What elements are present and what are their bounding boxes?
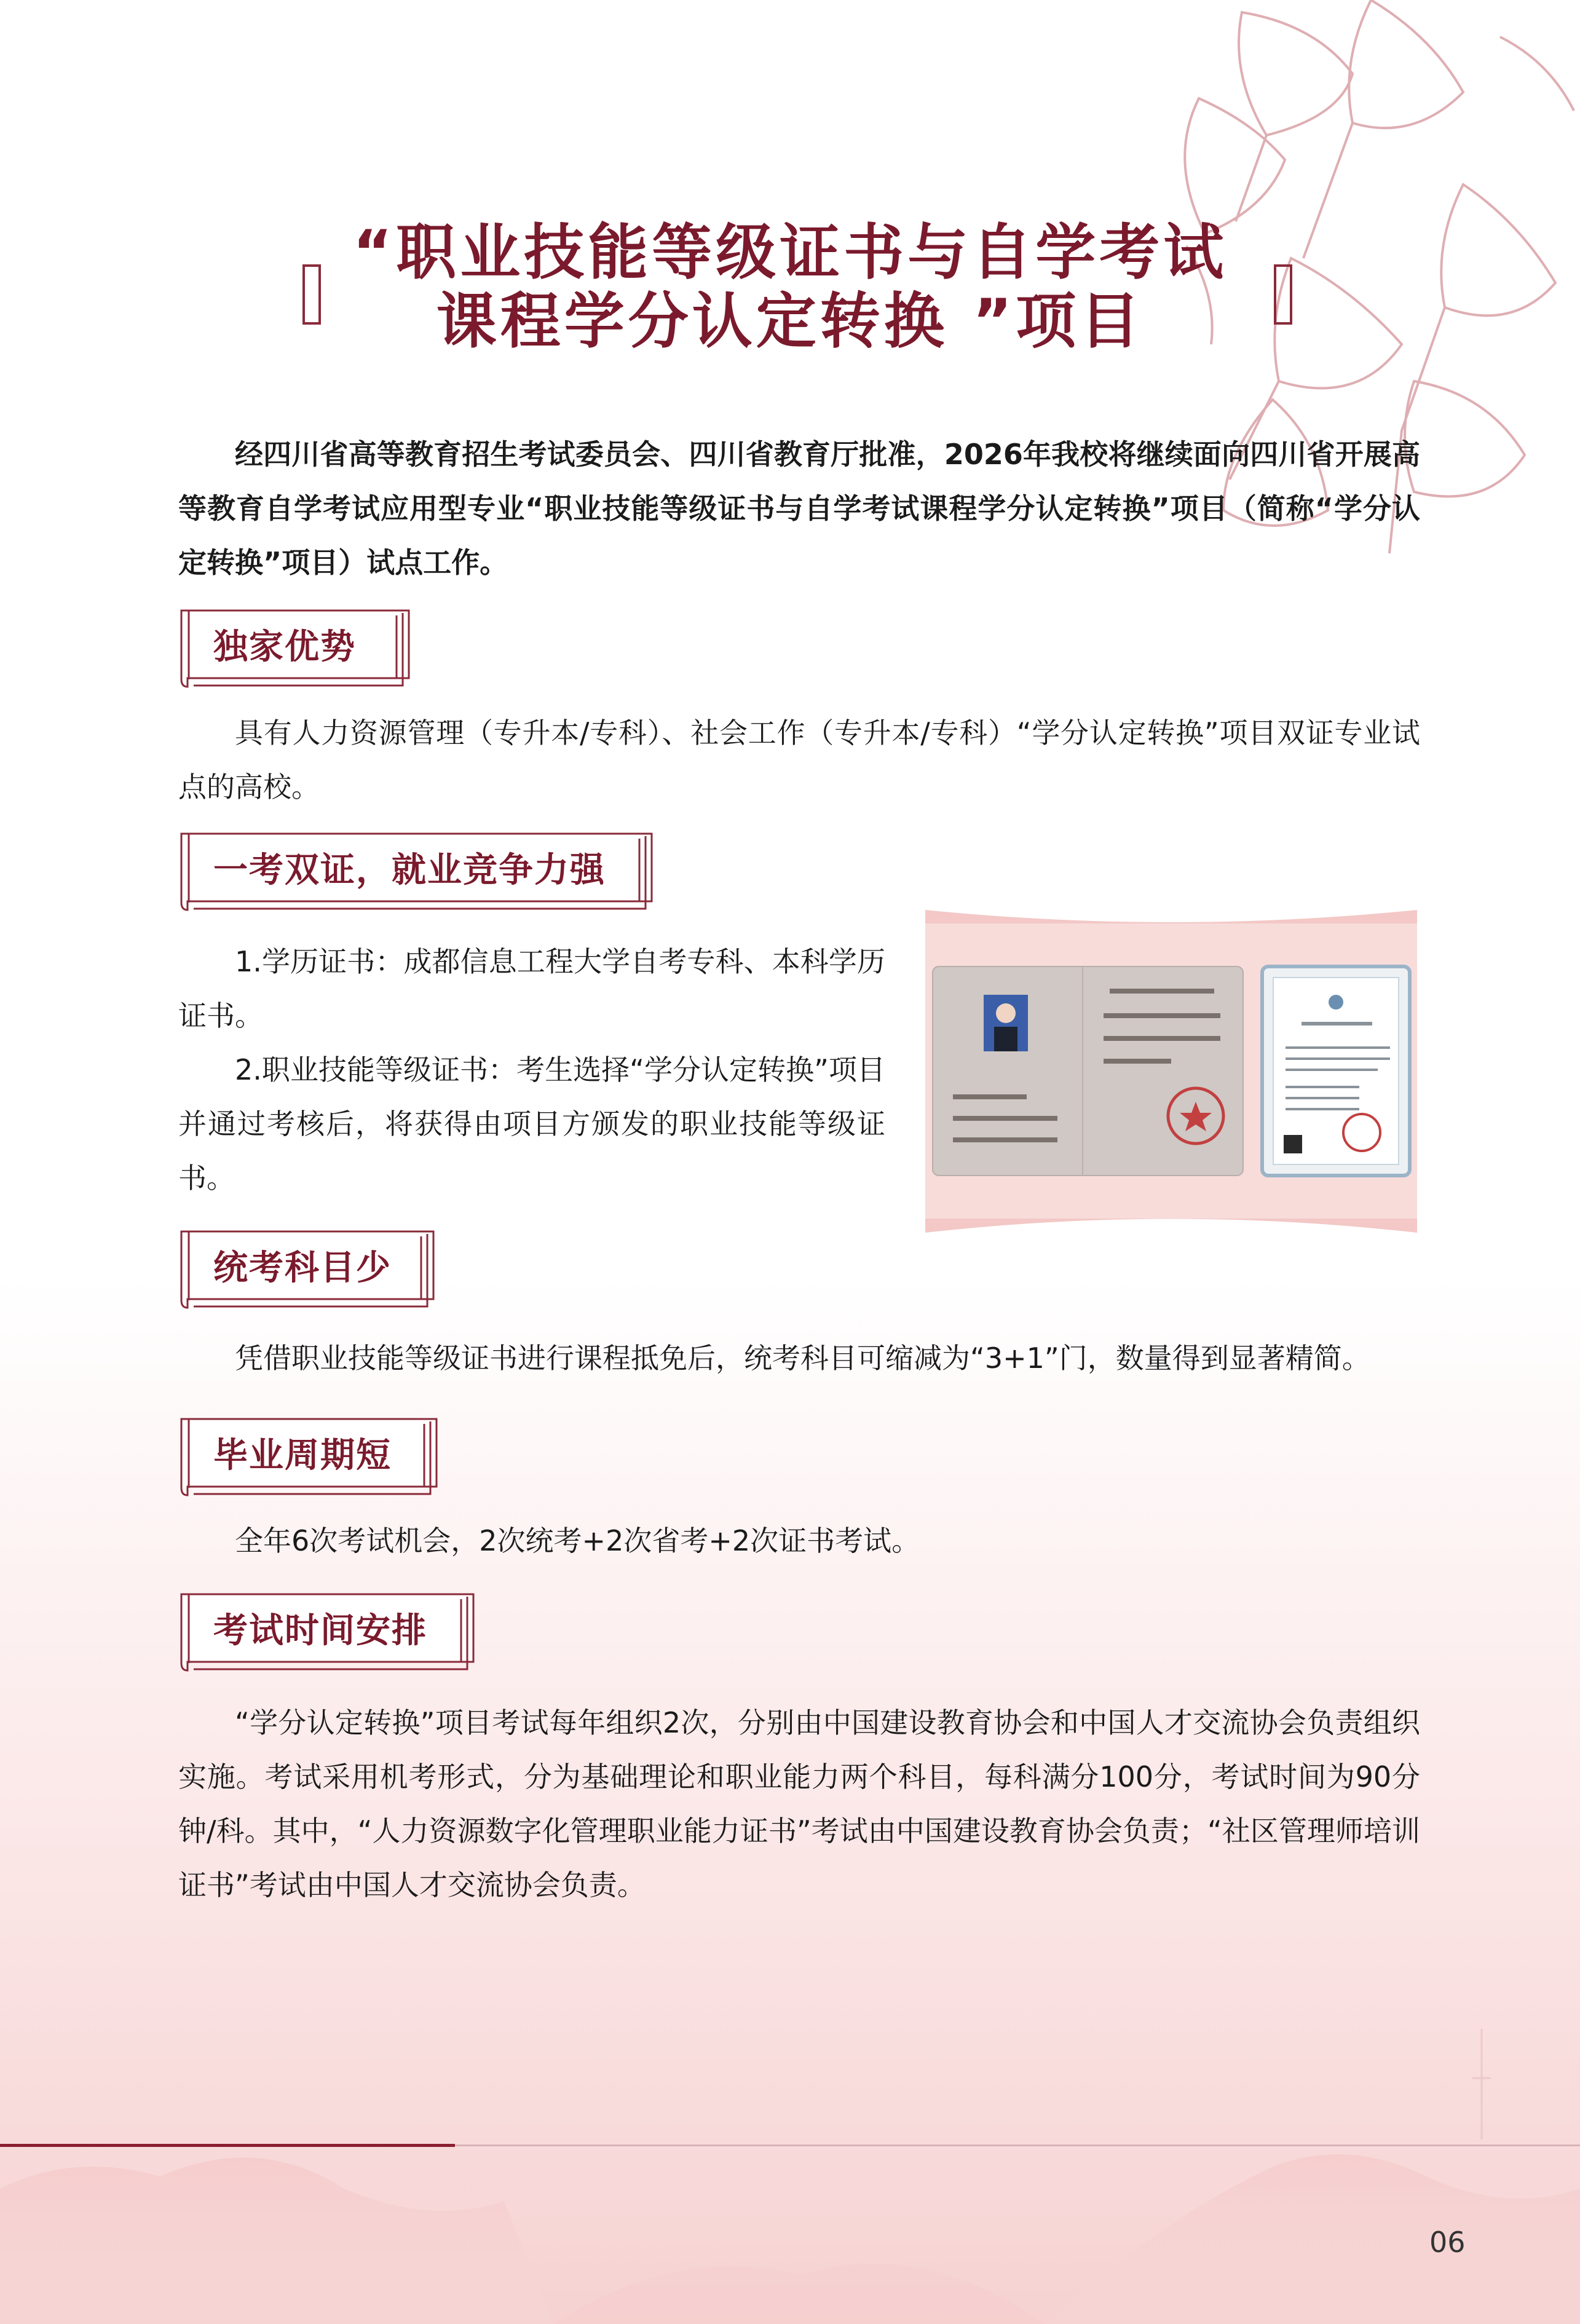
section-heading-text: 毕业周期短 [213, 1436, 392, 1476]
section-heading-text: 一考双证，就业竞争力强 [213, 850, 606, 890]
section-heading-exam-schedule [175, 1589, 480, 1675]
community-manager-certificate-image [1262, 966, 1410, 1176]
intro-paragraph: 经四川省高等教育招生考试委员会、四川省教育厅批准，2026年我校将继续面向四川省开展高等教育自学考试应用型专业“职业技能等级证书与自学考试课程学分认定转换”项目（简称“学分认定转换”项目）试点工作。 [178, 438, 1420, 579]
title-line-1: “职业技能等级证书与自学考试 [352, 218, 1228, 288]
certificate-photo [925, 910, 1417, 1233]
section-body-advantage: 具有人力资源管理（专升本/专科）、社会工作（专升本/专科）“学分认定转换”项目双证专业试点的高校。 [178, 716, 1420, 804]
section-heading-text: 考试时间安排 [213, 1611, 427, 1651]
section-body-fewer-exams: 凭借职业技能等级证书进行课程抵免后，统考科目可缩减为“3+1”门，数量得到显著精简。 [235, 1342, 1370, 1375]
section-heading-text: 统考科目少 [213, 1248, 392, 1288]
section-heading-fewer-exams [175, 1227, 440, 1313]
page-title [0, 218, 1580, 356]
section-heading-text: 独家优势 [213, 627, 356, 667]
page-number: 06 [1429, 2226, 1466, 2259]
footer-rule-accent [0, 2144, 455, 2147]
section-heading-advantage [175, 606, 415, 692]
footer-rule [455, 2144, 1580, 2146]
section-body-short-cycle: 全年6次考试机会，2次统考+2次省考+2次证书考试。 [235, 1524, 920, 1557]
section-item-diploma: 1.学历证书：成都信息工程大学自考专科、本科学历证书。 [178, 945, 885, 1032]
section-item-skill-cert: 2.职业技能等级证书：考生选择“学分认定转换”项目并通过考核后，将获得由项目方颁发的职业技能等级证书。 [178, 1053, 885, 1195]
section-body-exam-schedule: “学分认定转换”项目考试每年组织2次，分别由中国建设教育协会和中国人才交流协会负责组织实施。考试采用机考形式，分为基础理论和职业能力两个科目，每科满分100分，考试时间为90分钟/科。其中，“人力资源数字化管理职业能力证书”考试由中国建设教育协会负责；“社区管理师培训证书”考试由中国人才交流协会负责。 [178, 1706, 1420, 1902]
section-heading-short-cycle [175, 1414, 443, 1500]
section-heading-dual-cert [175, 829, 658, 915]
title-line-2: 课程学分认定转换 ”项目 [436, 287, 1144, 357]
vocational-skill-certificate-image [933, 966, 1243, 1176]
